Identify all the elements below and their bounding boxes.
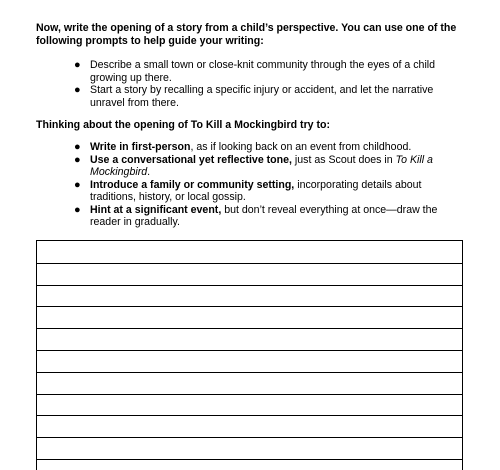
tip-text: just as Scout does in [291, 153, 396, 166]
tip-bold: Use a conversational yet reflective tone, [90, 153, 292, 166]
writing-line[interactable] [37, 437, 462, 438]
bullet-icon: ● [74, 84, 81, 96]
tip-item [74, 141, 466, 154]
tip-item [74, 204, 466, 229]
tip-tail: . [147, 166, 151, 178]
writing-line[interactable] [37, 415, 462, 416]
tip-text: but don’t reveal everything at once—draw the reader in gradually. [90, 203, 438, 228]
writing-line[interactable] [37, 263, 462, 264]
prompt-text: Start a story by recalling a specific injury or accident, and let the narrative unravel from there. [90, 84, 434, 109]
writing-line[interactable] [37, 459, 462, 460]
writing-line[interactable] [37, 350, 462, 351]
prompt-list [74, 59, 466, 109]
tips-list [74, 141, 466, 229]
bullet-icon: ● [74, 178, 81, 191]
prompt-item [74, 84, 466, 109]
bullet-icon: ● [74, 153, 81, 166]
instructions-paragraph: Now, write the opening of a story from a child’s perspective. You can use one of the following prompts to help guide your writing: [36, 22, 457, 47]
bullet-icon: ● [74, 203, 81, 216]
writing-line[interactable] [37, 328, 462, 329]
writing-line[interactable] [37, 306, 462, 307]
tip-bold: Write in first-person [90, 141, 191, 153]
prompt-text: Describe a small town or close-knit community through the eyes of a child growing up there. [90, 59, 436, 84]
writing-line[interactable] [37, 394, 462, 395]
tip-italic-title: To Kill a Mockingbird [90, 153, 433, 178]
tip-text: incorporating details about traditions, history, or local gossip. [90, 178, 422, 203]
writing-line[interactable] [37, 372, 462, 373]
tip-bold: Hint at a significant event, [90, 203, 222, 216]
prompt-item [74, 59, 466, 84]
tip-bold: Introduce a family or community setting, [90, 178, 295, 191]
bullet-icon: ● [74, 141, 81, 153]
bullet-icon: ● [74, 59, 81, 71]
writing-line[interactable] [37, 285, 462, 286]
writing-area[interactable] [36, 240, 463, 470]
tip-item [74, 179, 466, 204]
tip-item [74, 154, 466, 179]
tip-text: , as if looking back on an event from childhood. [190, 141, 412, 153]
tips-heading: Thinking about the opening of To Kill a Mockingbird try to: [36, 119, 331, 131]
